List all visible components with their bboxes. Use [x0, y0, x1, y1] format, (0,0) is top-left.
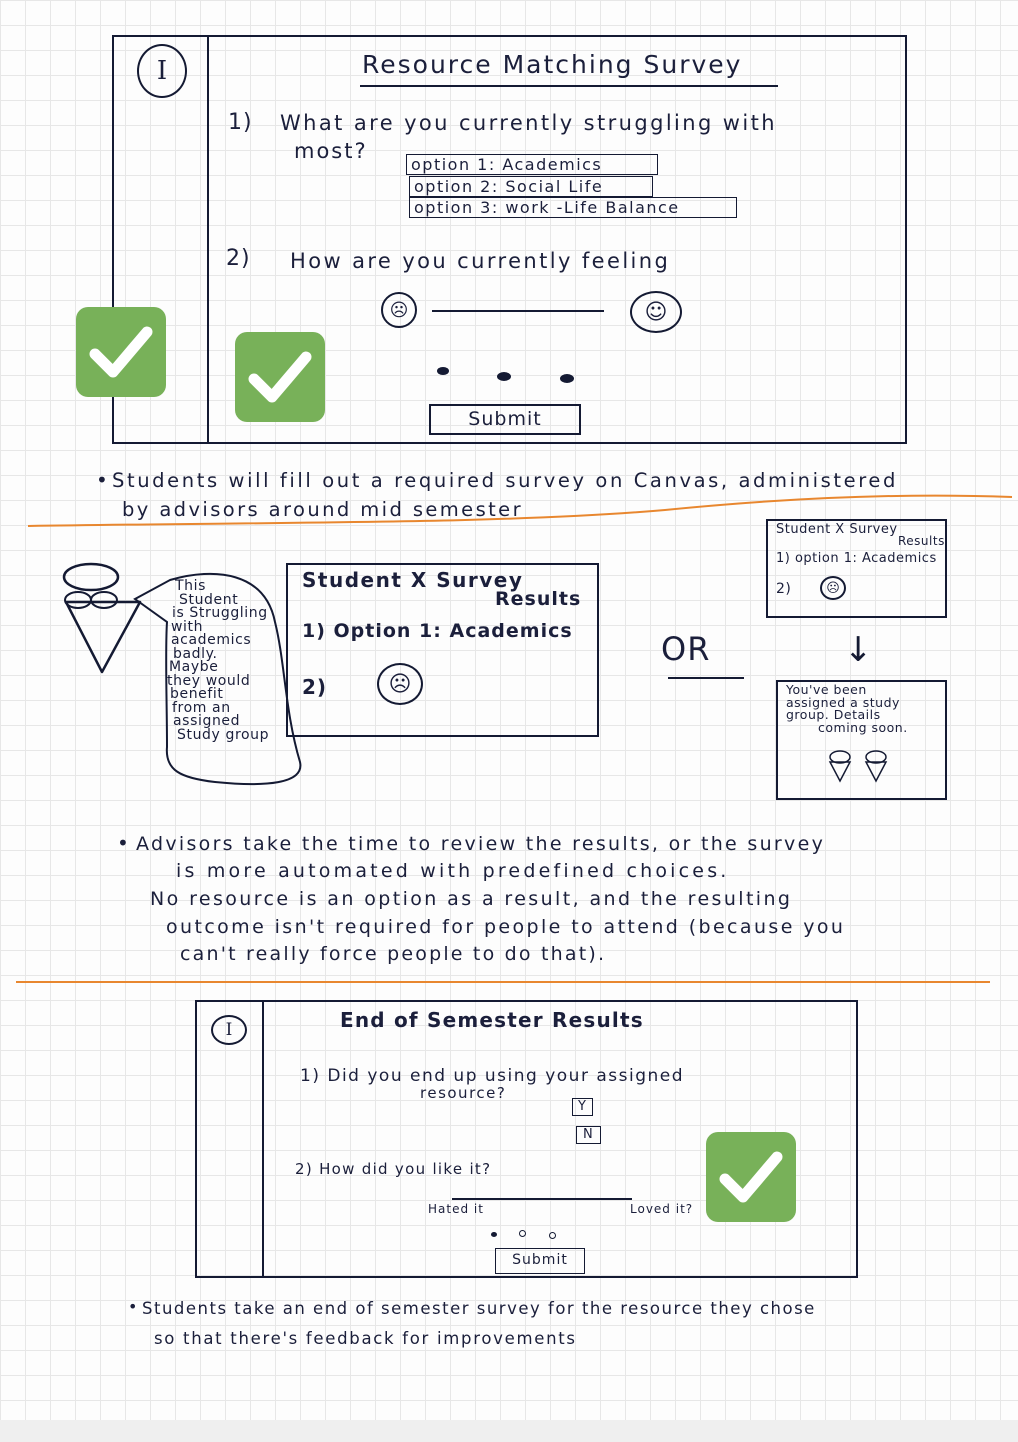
question-2-number: 2) — [226, 246, 251, 271]
page-indicator-dot[interactable] — [519, 1230, 526, 1237]
no-option[interactable]: N — [576, 1126, 601, 1144]
option-work-life-balance[interactable]: option 3: work -Life Balance — [409, 197, 737, 218]
rating-high-label: Loved it? — [630, 1202, 694, 1216]
page-indicator-dot[interactable] — [491, 1232, 497, 1237]
study-group-line: assigned a study — [786, 694, 900, 710]
group-people-icon — [826, 748, 890, 784]
info-icon-letter: I — [225, 1020, 233, 1040]
rating-low-label: Hated it — [428, 1202, 484, 1216]
survey-title-underline — [360, 85, 778, 87]
info-icon — [211, 1015, 247, 1045]
or-label: OR — [661, 630, 711, 668]
caption-bullet: • — [128, 1297, 140, 1316]
end-question-2: 2) How did you like it? — [295, 1160, 492, 1178]
check-mark-icon — [706, 1132, 796, 1222]
caption-survey-line1: Students will fill out a required survey on Canvas, administered — [112, 469, 898, 492]
rating-slider-track[interactable] — [452, 1198, 632, 1200]
section-divider — [16, 981, 990, 983]
caption-end-line2: so that there's feedback for improvements — [154, 1329, 577, 1348]
speech-line: academics — [171, 632, 252, 648]
caption-advisors-line1: Advisors take the time to review the results, or the survey — [136, 833, 826, 855]
caption-advisors-line2: is more automated with predefined choices. — [176, 860, 730, 882]
end-submit-button[interactable]: Submit — [495, 1248, 585, 1274]
small-card-answer-1: 1) option 1: Academics — [776, 551, 937, 566]
info-icon — [137, 44, 187, 98]
caption-bullet: • — [117, 831, 131, 855]
feeling-slider-track[interactable] — [432, 310, 604, 312]
bottom-scroll-strip — [0, 1420, 1018, 1442]
info-icon-letter: I — [156, 56, 168, 86]
question-1-text: What are you currently struggling with — [280, 111, 777, 135]
result-card-title: Student X Survey — [302, 568, 524, 592]
caption-advisors-line4: outcome isn't required for people to attend (because you — [166, 916, 846, 938]
speech-line: badly. — [173, 645, 218, 662]
speech-bubble-text — [167, 580, 269, 742]
speech-line: with — [171, 618, 204, 635]
caption-survey-line2: by advisors around mid semester — [122, 498, 523, 521]
speech-line: they would — [167, 672, 251, 689]
sad-face-icon: ☹ — [377, 663, 423, 705]
or-underline — [668, 677, 744, 679]
submit-button[interactable]: Submit — [429, 404, 581, 435]
survey-title: Resource Matching Survey — [362, 50, 743, 79]
result-card-title-cont: Results — [495, 588, 582, 610]
page-indicator-dot[interactable] — [560, 374, 574, 383]
question-1-text-cont: most? — [294, 139, 368, 163]
down-arrow-icon: ↓ — [844, 630, 873, 670]
speech-line: Student — [179, 591, 239, 608]
result-card-answer-1: 1) Option 1: Academics — [302, 620, 573, 642]
yes-option[interactable]: Y — [572, 1098, 593, 1116]
study-group-line: group. Details — [786, 707, 881, 722]
speech-line: This — [175, 578, 207, 594]
result-card-answer-2: 2) — [302, 675, 328, 699]
caption-end-line1: Students take an end of semester survey for the resource they chose — [142, 1299, 816, 1318]
check-mark-icon — [76, 307, 166, 397]
speech-line: assigned — [173, 713, 241, 729]
speech-line: benefit — [170, 686, 224, 702]
end-survey-title: End of Semester Results — [340, 1008, 644, 1032]
survey-sketch-frame — [112, 35, 907, 444]
sad-face-icon: ☹ — [820, 576, 846, 600]
caption-advisors-line5: can't really force people to do that). — [180, 943, 607, 965]
page-indicator-dot[interactable] — [437, 367, 449, 375]
end-question-1: 1) Did you end up using your assigned — [300, 1066, 685, 1086]
small-card-title: Student X Survey — [776, 522, 898, 537]
small-card-title-cont: Results — [898, 534, 945, 548]
check-mark-icon — [235, 332, 325, 422]
question-2-text: How are you currently feeling — [290, 249, 671, 273]
end-question-1-cont: resource? — [420, 1084, 507, 1102]
small-card-answer-2: 2) — [776, 581, 792, 597]
happy-face-icon: ☺ — [630, 291, 682, 333]
caption-bullet: • — [96, 468, 110, 492]
question-1-number: 1) — [228, 110, 253, 135]
sad-face-icon: ☹ — [381, 292, 417, 328]
study-group-line: coming soon. — [818, 719, 908, 735]
survey-sketch-sidebar-divider — [207, 37, 209, 442]
caption-advisors-line3: No resource is an option as a result, and the resulting — [150, 888, 793, 910]
page-indicator-dot[interactable] — [497, 372, 511, 381]
study-group-message — [786, 684, 908, 734]
end-survey-sidebar-divider — [262, 1002, 264, 1276]
speech-line: Maybe — [169, 659, 219, 675]
option-academics[interactable]: option 1: Academics — [406, 154, 658, 175]
page-indicator-dot[interactable] — [549, 1232, 556, 1239]
speech-line: is Struggling — [172, 605, 268, 621]
study-group-line: You've been — [786, 682, 867, 697]
speech-line: from an — [172, 699, 231, 716]
option-social-life[interactable]: option 2: Social Life — [409, 176, 653, 197]
speech-line: Study group — [177, 726, 270, 743]
